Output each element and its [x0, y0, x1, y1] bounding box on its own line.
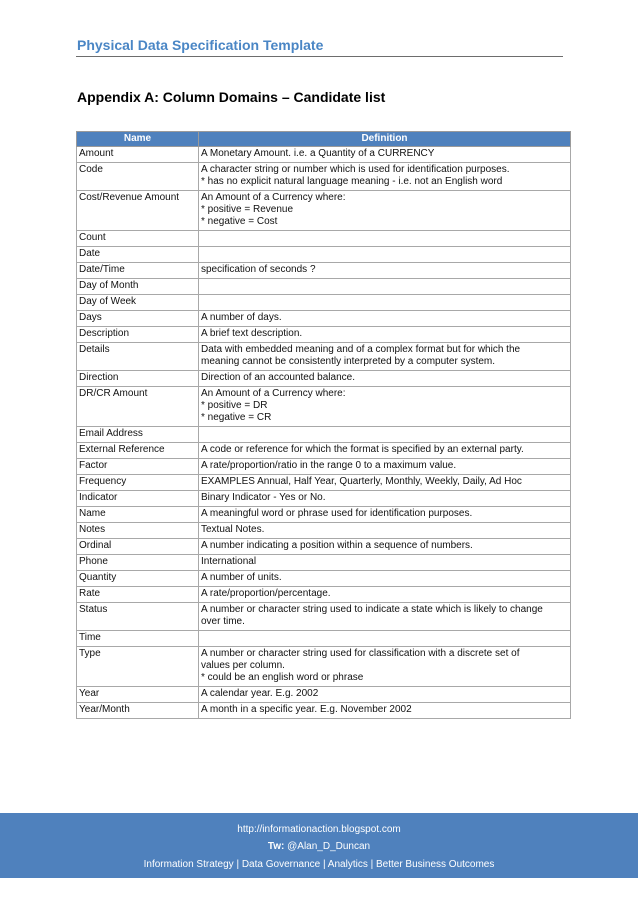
table-row [77, 587, 571, 603]
domain-definition-cell: specification of seconds ? [199, 263, 571, 279]
domain-definition-cell: Binary Indicator - Yes or No. [199, 491, 571, 507]
table-header-row [77, 132, 571, 147]
column-domains-table [76, 131, 571, 719]
domain-name-cell: Frequency [77, 475, 199, 491]
table-row [77, 387, 571, 427]
table-row [77, 687, 571, 703]
domain-definition-cell: A month in a specific year. E.g. November 2002 [199, 703, 571, 719]
column-header-name: Name [77, 132, 199, 147]
table-body [77, 147, 571, 719]
domain-name-cell: Date/Time [77, 263, 199, 279]
domain-name-cell: Amount [77, 147, 199, 163]
table-row [77, 539, 571, 555]
domain-definition-cell: Textual Notes. [199, 523, 571, 539]
domain-definition-cell: A calendar year. E.g. 2002 [199, 687, 571, 703]
table-row [77, 427, 571, 443]
domain-name-cell: Days [77, 311, 199, 327]
domain-definition-cell: A meaningful word or phrase used for identification purposes. [199, 507, 571, 523]
domain-name-cell: External Reference [77, 443, 199, 459]
domain-definition-cell: A rate/proportion/percentage. [199, 587, 571, 603]
table-row [77, 247, 571, 263]
domain-name-cell: Cost/Revenue Amount [77, 191, 199, 231]
footer-band [0, 813, 638, 878]
domain-definition-cell: A Monetary Amount. i.e. a Quantity of a CURRENCY [199, 147, 571, 163]
footer-twitter-label: Tw: [267, 841, 285, 852]
domain-definition-cell: A number of units. [199, 571, 571, 587]
footer-tagline: Information Strategy | Data Governance | Analytics | Better Business Outcomes [143, 859, 495, 870]
domain-name-cell: Year/Month [77, 703, 199, 719]
domain-definition-cell [199, 247, 571, 263]
table-row [77, 279, 571, 295]
table-row [77, 231, 571, 247]
document-title: Physical Data Specification Template [77, 37, 324, 53]
table-row [77, 631, 571, 647]
table-row [77, 703, 571, 719]
table-row [77, 191, 571, 231]
domain-name-cell: Email Address [77, 427, 199, 443]
table-row [77, 647, 571, 687]
table-row [77, 523, 571, 539]
domain-definition-cell: A code or reference for which the format is specified by an external party. [199, 443, 571, 459]
table-row [77, 327, 571, 343]
domain-name-cell: Ordinal [77, 539, 199, 555]
title-underline [76, 56, 563, 57]
table-row [77, 263, 571, 279]
footer-twitter-handle: @Alan_D_Duncan [287, 841, 371, 852]
table-row [77, 491, 571, 507]
table-row [77, 311, 571, 327]
domain-name-cell: Name [77, 507, 199, 523]
domain-name-cell: Time [77, 631, 199, 647]
domain-name-cell: Code [77, 163, 199, 191]
table-row [77, 343, 571, 371]
domain-name-cell: Factor [77, 459, 199, 475]
table-row [77, 555, 571, 571]
domain-definition-cell: A brief text description. [199, 327, 571, 343]
domain-definition-cell: A number or character string used for classification with a discrete set of values per column. * could be an english word or phrase [199, 647, 571, 687]
domain-definition-cell [199, 295, 571, 311]
table-row [77, 443, 571, 459]
footer-twitter [0, 841, 638, 852]
domain-definition-cell: A number of days. [199, 311, 571, 327]
column-header-definition: Definition [199, 132, 571, 147]
table-row [77, 163, 571, 191]
domain-name-cell: Type [77, 647, 199, 687]
domain-name-cell: Day of Month [77, 279, 199, 295]
domain-definition-cell: Direction of an accounted balance. [199, 371, 571, 387]
domain-definition-cell: An Amount of a Currency where: * positive = Revenue * negative = Cost [199, 191, 571, 231]
table-row [77, 603, 571, 631]
domain-definition-cell: An Amount of a Currency where: * positive = DR * negative = CR [199, 387, 571, 427]
table-row [77, 507, 571, 523]
domain-name-cell: Phone [77, 555, 199, 571]
domain-name-cell: Direction [77, 371, 199, 387]
domain-definition-cell [199, 427, 571, 443]
domain-definition-cell: International [199, 555, 571, 571]
domain-definition-cell [199, 279, 571, 295]
table-row [77, 475, 571, 491]
domain-name-cell: Status [77, 603, 199, 631]
table-row [77, 571, 571, 587]
table-row [77, 295, 571, 311]
domain-name-cell: Count [77, 231, 199, 247]
domain-definition-cell: A number or character string used to indicate a state which is likely to change over time. [199, 603, 571, 631]
footer-url: http://informationaction.blogspot.com [237, 824, 401, 835]
domain-name-cell: Date [77, 247, 199, 263]
domain-definition-cell: A character string or number which is used for identification purposes. * has no explicit natural language meaning - i.e. not an English word [199, 163, 571, 191]
table-row [77, 371, 571, 387]
domain-definition-cell [199, 231, 571, 247]
domain-name-cell: Year [77, 687, 199, 703]
domain-name-cell: Rate [77, 587, 199, 603]
domain-name-cell: Notes [77, 523, 199, 539]
appendix-heading: Appendix A: Column Domains – Candidate list [77, 89, 386, 105]
domain-name-cell: Day of Week [77, 295, 199, 311]
domain-definition-cell: EXAMPLES Annual, Half Year, Quarterly, Monthly, Weekly, Daily, Ad Hoc [199, 475, 571, 491]
domain-name-cell: DR/CR Amount [77, 387, 199, 427]
table-row [77, 147, 571, 163]
domain-name-cell: Description [77, 327, 199, 343]
domain-definition-cell: Data with embedded meaning and of a complex format but for which the meaning cannot be consistently interpreted by a computer system. [199, 343, 571, 371]
domain-definition-cell [199, 631, 571, 647]
domain-definition-cell: A number indicating a position within a sequence of numbers. [199, 539, 571, 555]
domain-name-cell: Quantity [77, 571, 199, 587]
domain-name-cell: Indicator [77, 491, 199, 507]
domain-name-cell: Details [77, 343, 199, 371]
table-row [77, 459, 571, 475]
domain-definition-cell: A rate/proportion/ratio in the range 0 to a maximum value. [199, 459, 571, 475]
